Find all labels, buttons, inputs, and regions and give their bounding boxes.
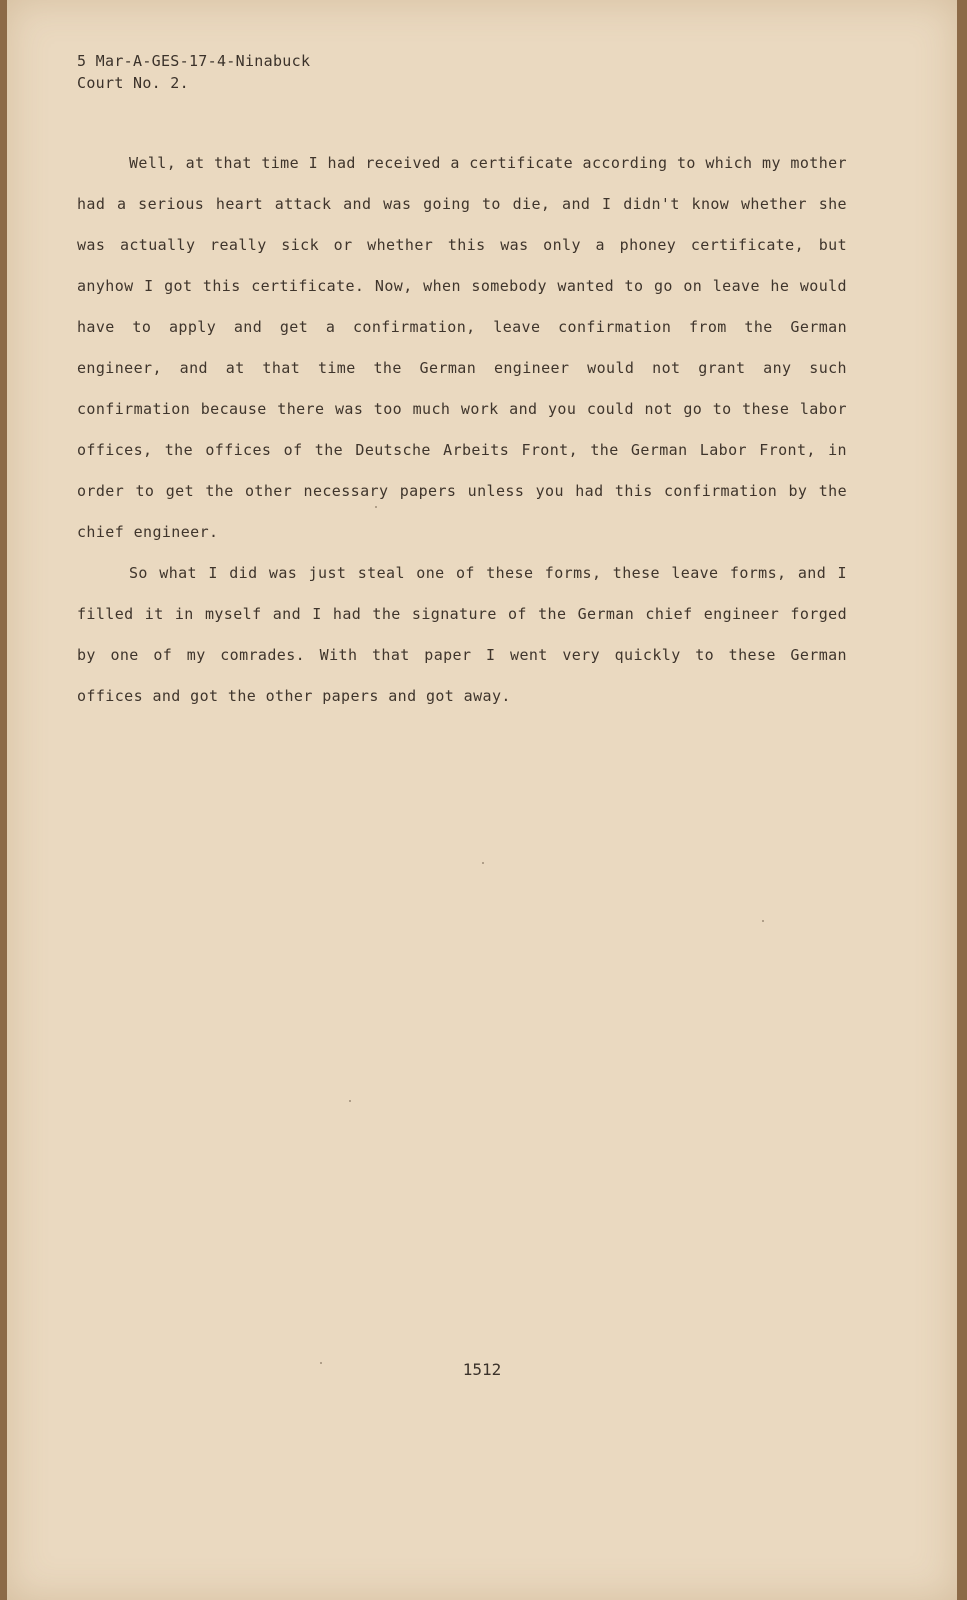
paper-speck [375,506,377,508]
document-header [77,50,310,94]
paragraph-1: Well, at that time I had received a certificate according to which my mother had a serious heart attack and was going to die, and I didn't know whether she was actually really sick or whether this was only a phoney certificate, but anyhow I got this certificate. Now, when somebody wanted to go on leave he would have to apply and get a confirmation, leave confirmation from the German engineer, and at that time the German engineer would not grant any such confirmation because there was too much work and you could not go to these labor offices, the offices of the Deutsche Arbeits Front, the German Labor Front, in order to get the other necessary papers unless you had this confirmation by the chief engineer. [77,154,847,541]
paper-speck [320,1362,322,1364]
document-page [7,0,957,1600]
paper-speck [482,862,484,864]
header-reference-line: 5 Mar-A-GES-17-4-Ninabuck [77,52,311,70]
page-number: 1512 [462,1360,502,1379]
paragraph-2: So what I did was just steal one of these forms, these leave forms, and I filled it in myself and I had the signature of the German chief engineer forged by one of my comrades. With that paper I went very quickly to these German offices and got the other papers and got away. [77,564,847,705]
header-court-line: Court No. 2. [77,74,189,92]
document-body [77,143,847,717]
paper-speck [762,920,764,922]
paper-speck [349,1100,351,1102]
